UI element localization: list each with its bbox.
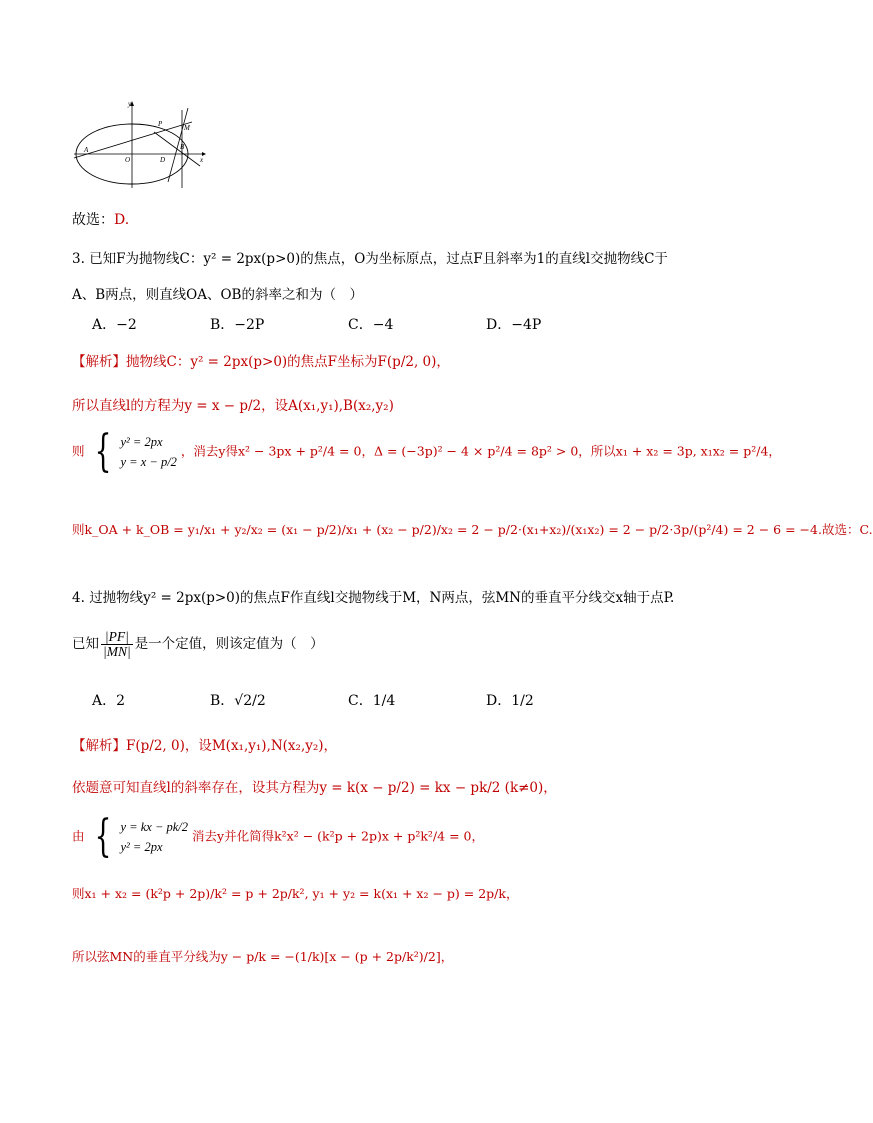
label-b: B: [180, 143, 185, 151]
q4-stem-line1: [72, 586, 674, 606]
q3-stem-text2: A、B两点，则直线OA、OB的斜率之和为（ ）: [72, 287, 363, 303]
q4-option-a: A．2: [92, 693, 126, 709]
label-d: D: [160, 156, 166, 164]
answer-letter: D.: [114, 212, 130, 228]
q4-solution-line4: [72, 884, 518, 902]
q3-system-brace: {: [94, 426, 111, 477]
q3-sol3: ，消去y得x² − 3px + p²/4 = 0，Δ = (−3p)² − 4 × p²/4 = 8p² > 0，所以x₁ + x₂ = 3p, x₁x₂ = p²/4，: [180, 443, 781, 459]
q4-options: [92, 690, 592, 714]
answer-prefix: 故选：: [72, 212, 114, 228]
q3-sys-bottom: y = x − p/2: [120, 455, 177, 469]
q3-stem-text1: 已知F为抛物线C：y² = 2px(p>0)的焦点，O为坐标原点，过点F且斜率为1的直线l交抛物线C于: [89, 251, 668, 267]
q4-solution-tag: 【解析】: [72, 738, 126, 754]
line-ap: [74, 122, 192, 158]
q3-option-c: C．−4: [348, 317, 394, 333]
q4-stem-line2: [72, 630, 324, 659]
label-y: y: [128, 100, 132, 108]
q4-sol4: 则x₁ + x₂ = (k²p + 2p)/k² = p + 2p/k², y₁ + y₂ = k(x₁ + x₂ − p) = 2p/k，: [72, 886, 519, 901]
q4-sys-bottom: y² = 2px: [120, 840, 163, 854]
q4-solution-line2: [72, 776, 557, 796]
q4-solution-line1: [72, 734, 337, 754]
q4-sol5: 所以弦MN的垂直平分线为y − p/k = −(1/k)[x − (p + 2p/k²)/2]，: [72, 949, 454, 964]
q3-solution-tag: 【解析】: [72, 354, 126, 370]
answer-line-q2: [72, 209, 129, 229]
label-x: x: [200, 156, 204, 164]
q4-stem-text1: 过抛物线y² = 2px(p>0)的焦点F作直线l交抛物线于M，N两点，弦MN的垂直平分线交x轴于点P.: [89, 590, 675, 606]
q3-option-b: B．−2P: [210, 317, 265, 333]
q4-stem-suffix: 是一个定值，则该定值为（ ）: [134, 636, 324, 653]
q3-sys-top: y² = 2px: [120, 435, 163, 449]
q4-system-brace: {: [94, 811, 111, 862]
q4-stem-fraction: [101, 630, 133, 659]
label-o: O: [125, 156, 131, 164]
q3-equation-system: [120, 432, 176, 472]
ellipse-diagram-svg: [70, 96, 210, 192]
q4-number: 4.: [72, 590, 85, 606]
q4-frac-den: |MN|: [103, 644, 131, 660]
q4-sol3-prefix: 由: [72, 828, 85, 844]
q3-sol2: 所以直线l的方程为y = x − p/2，设A(x₁,y₁),B(x₂,y₂): [72, 398, 394, 414]
q3-option-d: D．−4P: [486, 317, 542, 333]
q4-stem-prefix: 已知: [72, 636, 99, 653]
q3-stem-line1: [72, 247, 668, 267]
q4-solution-line3: [72, 811, 484, 865]
label-m: M: [184, 124, 190, 132]
q3-sol4-answer: 故选：C.: [821, 522, 873, 537]
q3-number: 3.: [72, 251, 85, 267]
q4-sys-top: y = kx − pk/2: [120, 820, 189, 834]
q4-sol2: 依题意可知直线l的斜率存在，设其方程为y = k(x − p/2) = kx − pk/2 (k≠0)，: [72, 780, 557, 796]
q4-sol1: F(p/2, 0)，设M(x₁,y₁),N(x₂,y₂)，: [126, 738, 338, 754]
q4-frac-num: |PF|: [101, 630, 133, 645]
q3-sol4: 则k_OA + k_OB = y₁/x₁ + y₂/x₂ = (x₁ − p/2)/x₁ + (x₂ − p/2)/x₂ = 2 − p/2·(x₁+x₂)/(x₁x₂) = 2 − p/2·3p/(p²/4) = 2 − 6 = −4.: [72, 522, 822, 537]
q4-option-d: D．1/2: [486, 693, 534, 709]
q3-solution-line2: [72, 394, 394, 414]
q4-equation-system: [120, 817, 188, 857]
q3-stem-line2: [72, 283, 363, 303]
q3-sol1: 抛物线C：y² = 2px(p>0)的焦点F坐标为F(p/2, 0)，: [126, 354, 450, 370]
q4-option-c: C．1/4: [348, 693, 396, 709]
q3-sol3-prefix: 则: [72, 443, 85, 459]
q3-solution-line1: [72, 350, 450, 370]
q4-solution-line5: [72, 947, 453, 965]
label-a: A: [84, 146, 89, 154]
q3-solution-line3: [72, 426, 781, 480]
q3-options: [92, 314, 592, 334]
q3-option-a: A．−2: [92, 317, 137, 333]
q3-solution-line4: [72, 520, 873, 538]
label-p: P: [158, 120, 163, 128]
q4-sol3: 消去y并化简得k²x² − (k²p + 2p)x + p²k²/4 = 0，: [192, 828, 484, 844]
q4-option-b: B．√2/2: [210, 693, 266, 709]
ellipse-figure: [70, 96, 210, 192]
